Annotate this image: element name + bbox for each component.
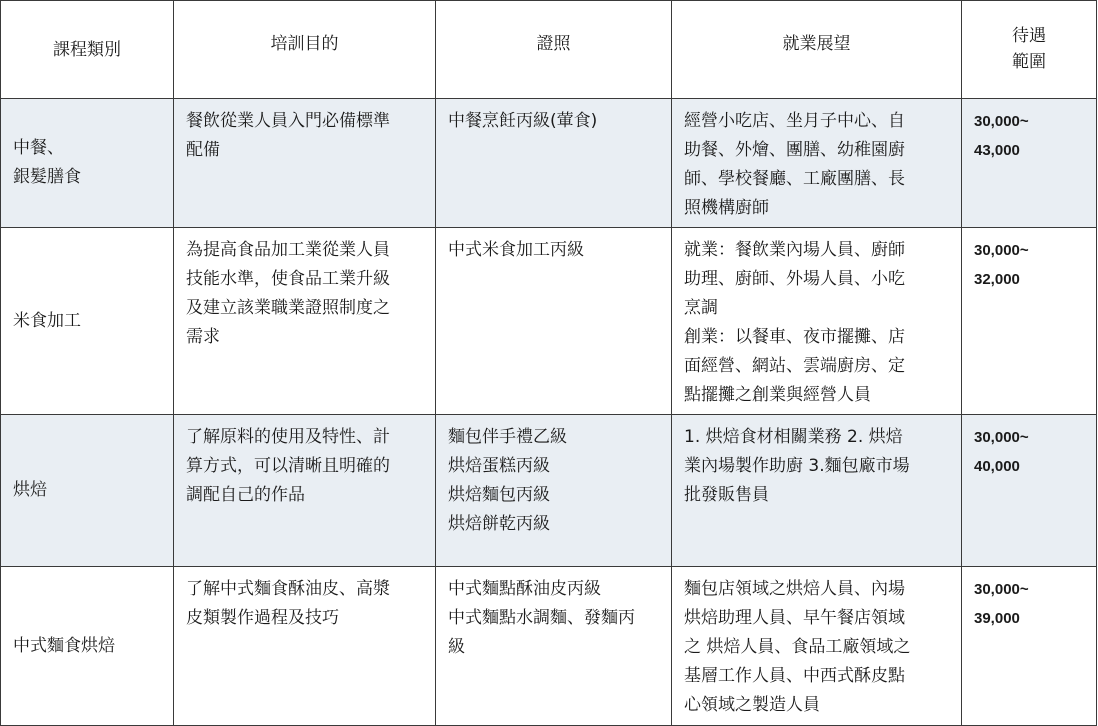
cell-certificate: 中餐烹飪丙級(葷食) — [436, 99, 672, 228]
cell-certificate: 麵包伴手禮乙級 烘焙蛋糕丙級 烘焙麵包丙級 烘焙餅乾丙級 — [436, 415, 672, 567]
cell-purpose: 了解原料的使用及特性、計 算方式，可以清晰且明確的 調配自己的作品 — [174, 415, 436, 567]
cell-certificate: 中式麵點酥油皮丙級 中式麵點水調麵、發麵丙 級 — [436, 567, 672, 726]
cell-category: 中式麵食烘焙 — [1, 567, 174, 726]
cell-prospects: 1. 烘焙食材相關業務 2. 烘焙 業內場製作助廚 3.麵包廠市場 批發販售員 — [672, 415, 962, 567]
cell-prospects: 麵包店領域之烘焙人員、內場 烘焙助理人員、早午餐店領域 之 烘焙人員、食品工廠領域之 基層工作人員、中西式酥皮點 心領域之製造人員 — [672, 567, 962, 726]
cell-category: 烘焙 — [1, 415, 174, 567]
cell-category: 中餐、 銀髮膳食 — [1, 99, 174, 228]
table-header-row — [1, 1, 1097, 99]
cell-prospects: 就業：餐飲業內場人員、廚師 助理、廚師、外場人員、小吃 烹調 創業：以餐車、夜市擺攤、店 面經營、網站、雲端廚房、定 點擺攤之創業與經營人員 — [672, 228, 962, 415]
table-row — [1, 228, 1097, 415]
cell-salary: 30,000~ 43,000 — [962, 99, 1097, 228]
header-salary: 待遇 範圍 — [962, 1, 1097, 99]
header-prospects: 就業展望 — [672, 1, 962, 99]
cell-salary: 30,000~ 40,000 — [962, 415, 1097, 567]
cell-salary: 30,000~ 39,000 — [962, 567, 1097, 726]
table-row — [1, 99, 1097, 228]
table-row — [1, 415, 1097, 567]
table-row — [1, 567, 1097, 726]
header-category: 課程類別 — [1, 1, 174, 99]
cell-purpose: 了解中式麵食酥油皮、高漿 皮類製作過程及技巧 — [174, 567, 436, 726]
cell-salary: 30,000~ 32,000 — [962, 228, 1097, 415]
header-purpose: 培訓目的 — [174, 1, 436, 99]
cell-purpose: 為提高食品加工業從業人員 技能水準，使食品工業升級 及建立該業職業證照制度之 需求 — [174, 228, 436, 415]
header-certificate: 證照 — [436, 1, 672, 99]
cell-purpose: 餐飲從業人員入門必備標準 配備 — [174, 99, 436, 228]
cell-prospects: 經營小吃店、坐月子中心、自 助餐、外燴、團膳、幼稚園廚 師、學校餐廳、工廠團膳、長 照機構廚師 — [672, 99, 962, 228]
cell-certificate: 中式米食加工丙級 — [436, 228, 672, 415]
cell-category: 米食加工 — [1, 228, 174, 415]
